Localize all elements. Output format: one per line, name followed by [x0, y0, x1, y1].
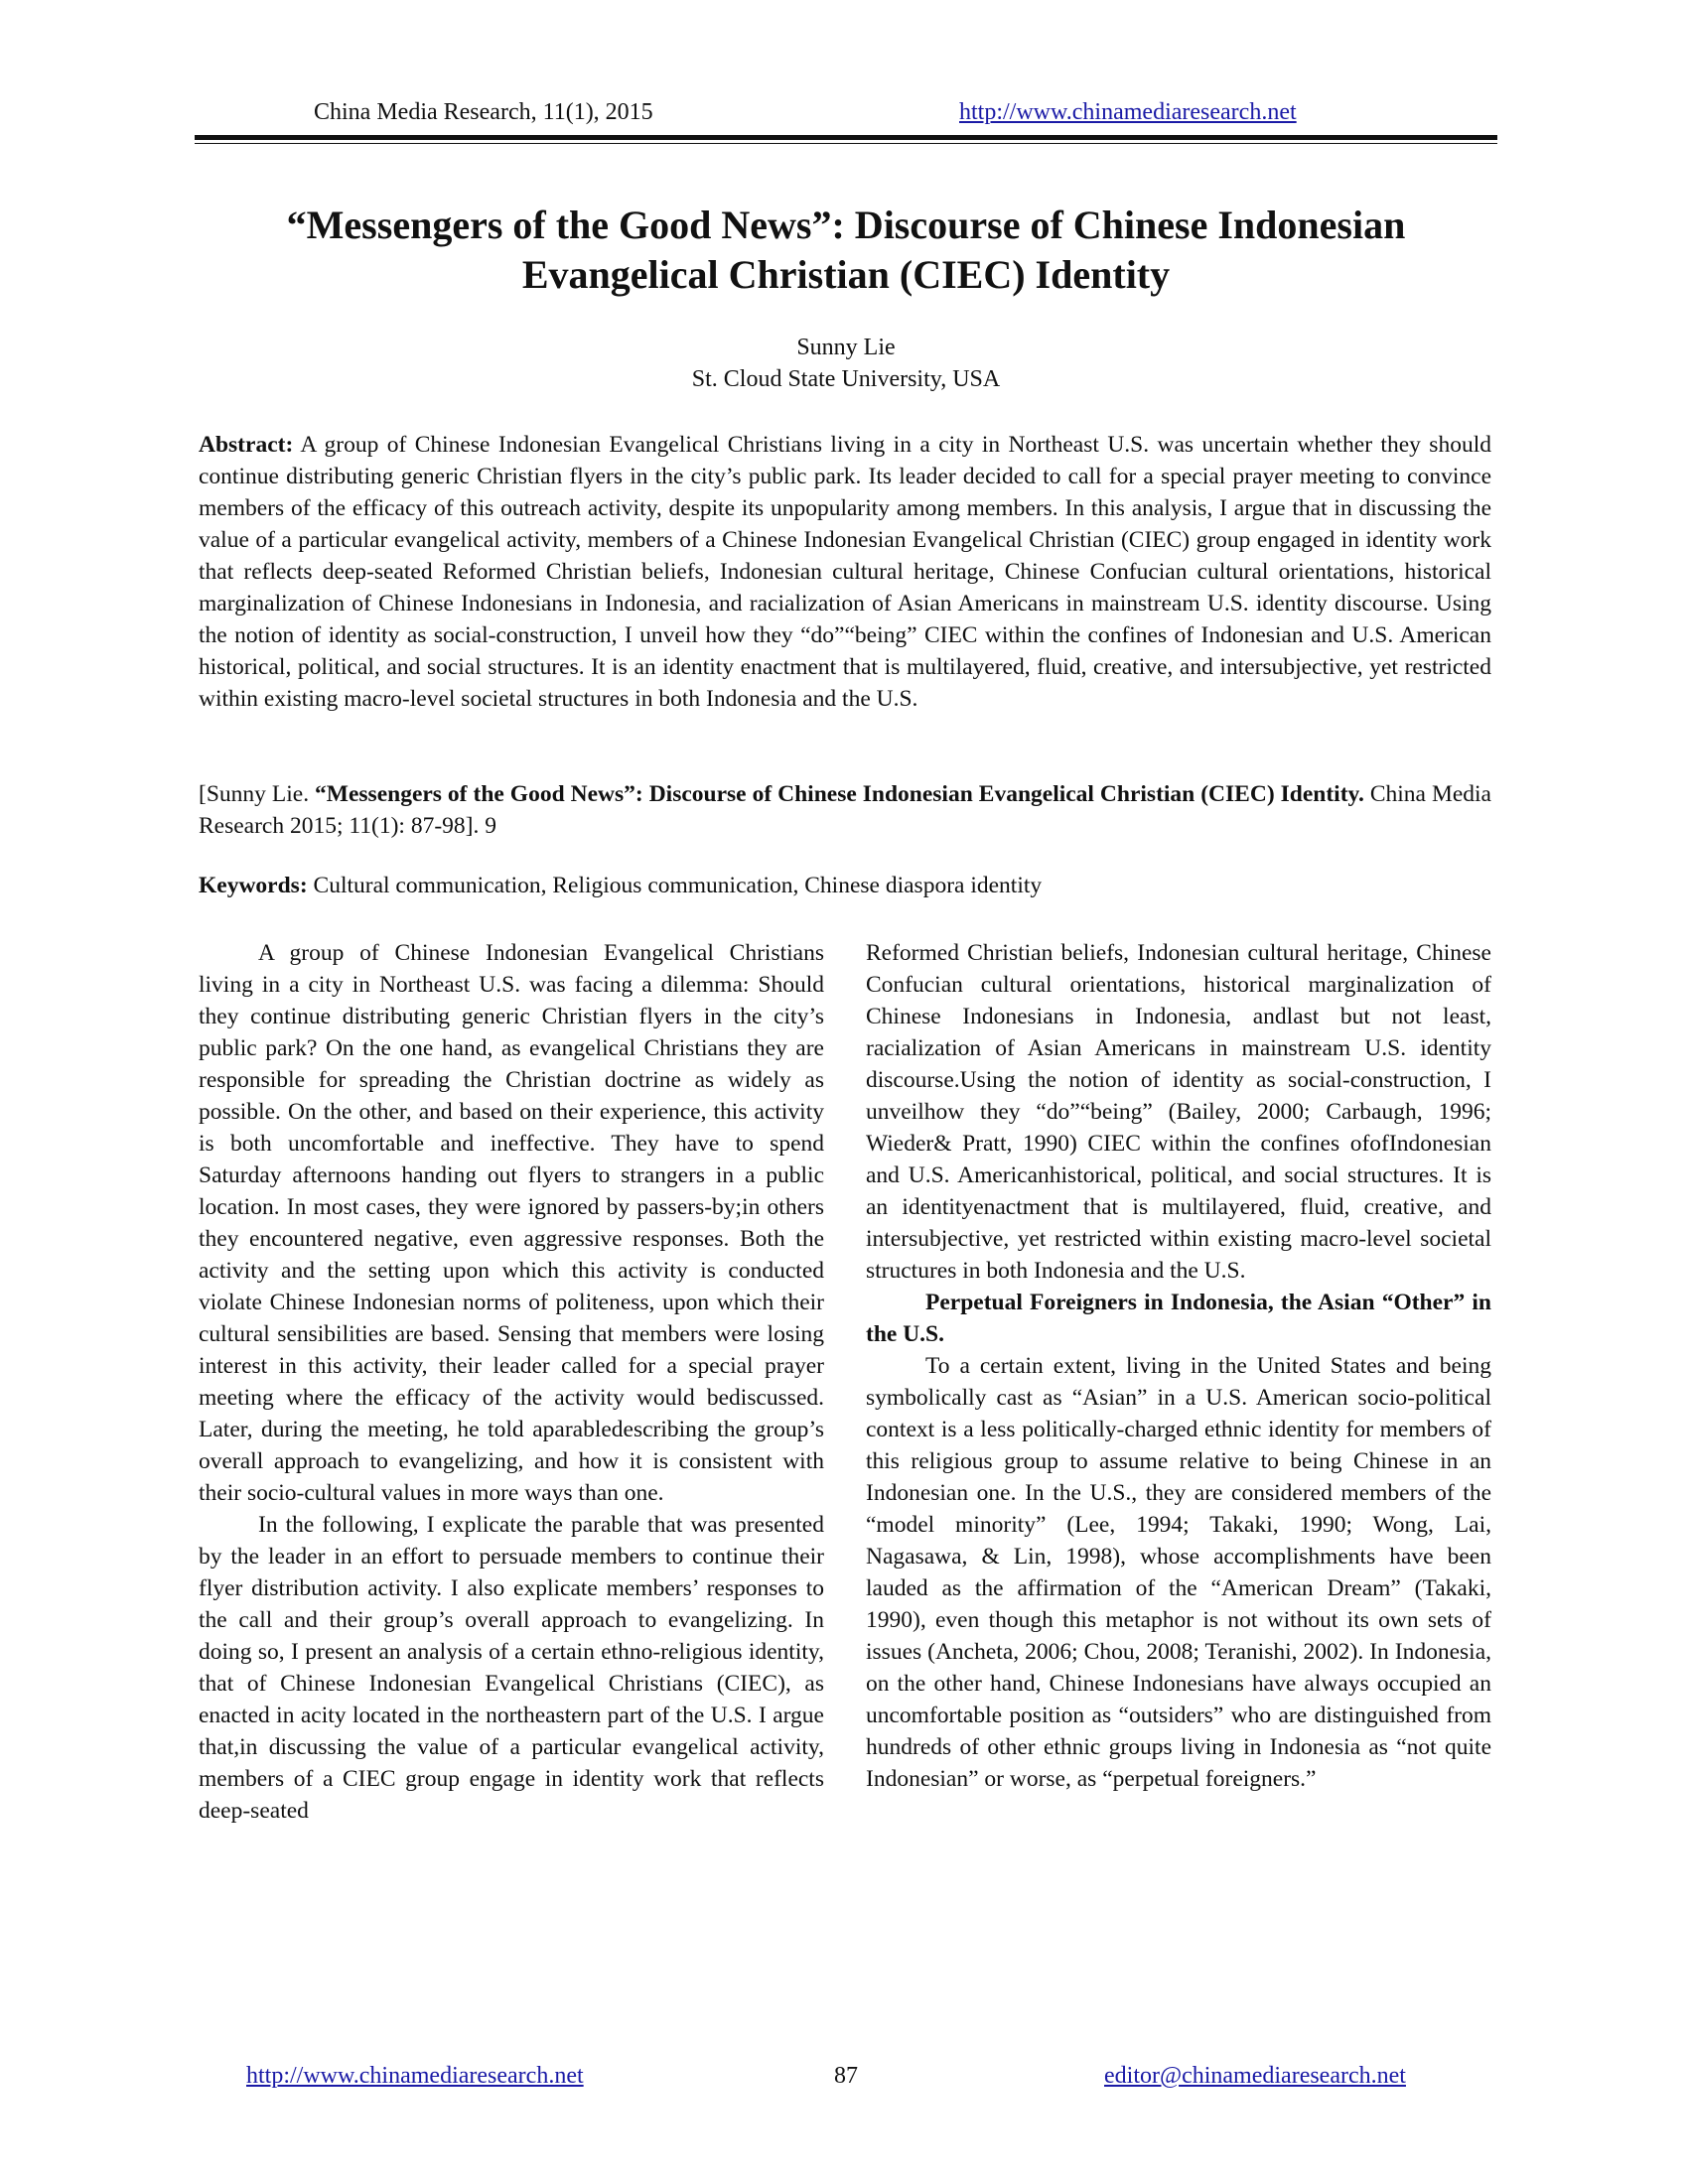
abstract-label: Abstract: — [199, 432, 294, 458]
title-line-2: Evangelical Christian (CIEC) Identity — [521, 252, 1171, 297]
editor-email-link[interactable]: editor@chinamediaresearch.net — [1104, 2063, 1406, 2089]
running-header — [195, 99, 1497, 129]
citation — [199, 778, 1491, 842]
page-footer — [195, 2063, 1497, 2095]
body-paragraph: In the following, I explicate the parable that was presented by the leader in an effort to persuade members to continue their flyer distribution activity. I also explicate members’ responses to the call and their group’s overall approach to evangelizing. In doing so, I present an analysis of a certain ethno-religious identity, that of Chinese Indonesian Evangelical Christians (CIEC), as enacted in acity located in the northeastern part of the U.S. I argue that,in discussing the value of a particular evangelical activity, members of a CIEC group engage in identity work that reflects deep-seated — [199, 1512, 824, 1824]
abstract — [199, 429, 1491, 715]
body-column-right — [866, 937, 1491, 1795]
header-rule-thick — [195, 135, 1497, 140]
page-number: 87 — [834, 2063, 858, 2089]
section-heading: Perpetual Foreigners in Indonesia, the Asian “Other” in the U.S. — [866, 1290, 1491, 1347]
body-paragraph: A group of Chinese Indonesian Evangelical Christians living in a city in Northeast U.S. was facing a dilemma: Should they continue distributing generic Christian flyers in the city’s public park? On the one hand, as evangelical Christians they are responsible for spreading the Christian doctrine as widely as possible. On the other, and based on their experience, this activity is both uncomfortable and ineffective. They have to spend Saturday afternoons handing out flyers to strangers in a public location. In most cases, they were ignored by passers-by;in others they encountered negative, even aggressive responses. Both the activity and the setting upon which this activity is conducted violate Chinese Indonesian norms of politeness, upon which their cultural sensibilities are based. Sensing that members were losing interest in this activity, their leader called for a special prayer meeting where the efficacy of the activity would bediscussed. Later, during the meeting, he told aparabledescribing the group’s overall approach to evangelizing, and how it is consistent with their socio-cultural values in more ways than one. — [199, 940, 824, 1506]
citation-title: “Messengers of the Good News”: Discourse of Chinese Indonesian Evangelical Christian (CIEC) Identity. — [315, 781, 1364, 807]
citation-prefix: [Sunny Lie. — [199, 781, 316, 807]
journal-citation: China Media Research, 11(1), 2015 — [314, 99, 653, 125]
citation-suffix: China Media Research 2015; 11(1): 87-98]. 9 — [199, 781, 1491, 839]
paper-title — [195, 201, 1497, 300]
header-journal-link[interactable]: http://www.chinamediaresearch.net — [959, 99, 1297, 125]
keywords — [199, 870, 1491, 901]
keywords-label: Keywords: — [199, 873, 308, 898]
abstract-text: A group of Chinese Indonesian Evangelical Christians living in a city in Northeast U.S. was uncertain whether they should continue distributing generic Christian flyers in the city’s public park. Its leader decided to call for a special prayer meeting to convince members of the efficacy of this outreach activity, despite its unpopularity among members. In this analysis, I argue that in discussing the value of a particular evangelical activity, members of a Chinese Indonesian Evangelical Christian (CIEC) group engaged in identity work that reflects deep-seated Reformed Christian beliefs, Indonesian cultural heritage, Chinese Confucian cultural orientations, historical marginalization of Chinese Indonesians in Indonesia, and racialization of Asian Americans in mainstream U.S. identity discourse. Using the notion of identity as social-construction, I unveil how they “do”“being” CIEC within the confines of Indonesian and U.S. American historical, political, and social structures. It is an identity enactment that is multilayered, fluid, creative, and intersubjective, yet restricted within existing macro-level societal structures in both Indonesia and the U.S. — [199, 432, 1491, 712]
body-paragraph: To a certain extent, living in the United States and being symbolically cast as “Asian” in a U.S. American socio-political context is a less politically-charged ethnic identity for members of this religious group to assume relative to being Chinese in an Indonesian one. In the U.S., they are considered members of the “model minority” (Lee, 1994; Takaki, 1990; Wong, Lai, Nagasawa, & Lin, 1998), whose accomplishments have been lauded as the affirmation of the “American Dream” (Takaki, 1990), even though this metaphor is not without its own sets of issues (Ancheta, 2006; Chou, 2008; Teranishi, 2002). In Indonesia, on the other hand, Chinese Indonesians have always occupied an uncomfortable position as “outsiders” who are distinguished from hundreds of other ethnic groups living in Indonesia as “not quite Indonesian” or worse, as “perpetual foreigners.” — [866, 1353, 1491, 1792]
body-column-left — [199, 937, 824, 1827]
header-rule-thin — [195, 143, 1497, 144]
author-affiliation: St. Cloud State University, USA — [691, 366, 1001, 392]
author-name: Sunny Lie — [796, 335, 896, 360]
title-line-1: “Messengers of the Good News”: Discourse of Chinese Indonesian — [286, 203, 1406, 247]
body-paragraph: Reformed Christian beliefs, Indonesian cultural heritage, Chinese Confucian cultural orientations, historical marginalization of Chinese Indonesians in Indonesia, andlast but not least, racialization of Asian Americans in mainstream U.S. identity discourse.Using the notion of identity as social-construction, I unveilhow they “do”“being” (Bailey, 2000; Carbaugh, 1996; Wieder& Pratt, 1990) CIEC within the confines ofofIndonesian and U.S. Americanhistorical, political, and social structures. It is an identityenactment that is multilayered, fluid, creative, and intersubjective, yet restricted within existing macro-level societal structures in both Indonesia and the U.S. — [866, 940, 1491, 1284]
footer-journal-link[interactable]: http://www.chinamediaresearch.net — [246, 2063, 584, 2089]
keywords-text: Cultural communication, Religious communication, Chinese diaspora identity — [307, 873, 1043, 898]
